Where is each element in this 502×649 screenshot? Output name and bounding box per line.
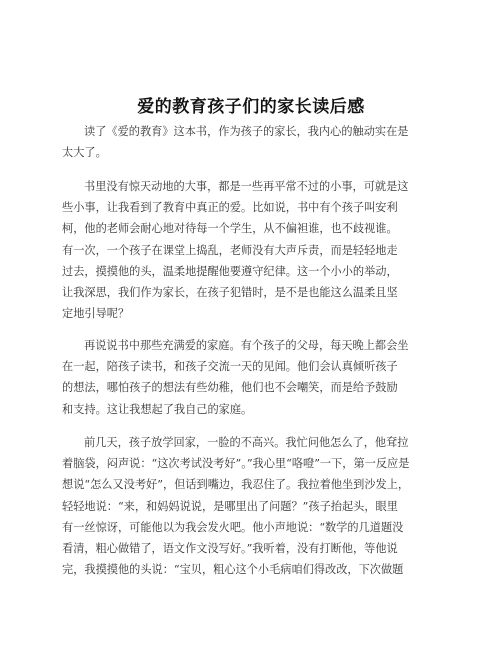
- text-line: 着脑袋，闷声说：“这次考试没考好”。”我心里“咯噔”一下，第一反应是: [62, 457, 410, 471]
- text-line: 柯，他的老师会耐心地对待每一个学生，从不偏袒谁，也不歧视谁。: [62, 222, 398, 236]
- text-line: 和支持。这让我想起了我自己的家庭。: [62, 402, 253, 416]
- text-line: 定地引导呢？: [62, 307, 130, 321]
- text-line: 有一丝惊讶，可能他以为我会发火吧。他小声地说：“数学的几道题没: [62, 520, 404, 534]
- text-line: 书里没有惊天动地的大事，都是一些再平常不过的小事，可就是这: [84, 180, 409, 193]
- text-line: 想说“怎么又没考好”，但话到嘴边，我忍住了。我拉着他坐到沙发上，: [62, 478, 410, 492]
- text-line: 有一次，一个孩子在课堂上捣乱，老师没有大声斥责，而是轻轻地走: [62, 243, 398, 257]
- text-line: 些小事，让我看到了教育中真正的爱。比如说，书中有个孩子叫安利: [62, 201, 398, 215]
- text-line: 再说说书中那些充满爱的家庭。有个孩子的父母，每天晚上都会坐: [84, 339, 409, 352]
- text-line: 轻轻地说：“来，和妈妈说说，是哪里出了问题？”孩子抬起头，眼里: [62, 499, 398, 513]
- text-line: 完，我摸摸他的头说：“宝贝，粗心这个小毛病咱们得改改，下次做题: [62, 563, 404, 577]
- text-line: 读了《爱的教育》这本书，作为孩子的家长，我内心的触动实在是: [84, 125, 409, 138]
- text-line: 前几天，孩子放学回家，一脸的不高兴。我忙问他怎么了，他耷拉: [84, 436, 409, 449]
- document-title: 爱的教育孩子们的家长读后感: [137, 97, 365, 117]
- paragraph-3: [62, 335, 442, 420]
- text-line: 的想法，哪怕孩子的想法有些幼稚，他们也不会嘲笑，而是给予鼓励: [62, 381, 398, 395]
- paragraph-1: [62, 121, 442, 163]
- text-line: 在一起，陪孩子读书，和孩子交流一天的见闻。他们会认真倾听孩子: [62, 360, 398, 374]
- text-line: 让我深思，我们作为家长，在孩子犯错时，是不是也能这么温柔且坚: [62, 286, 398, 300]
- text-line: 过去，摸摸他的头，温柔地提醒他要遵守纪律。这一个小小的举动，: [62, 264, 398, 278]
- paragraph-4: [62, 432, 442, 580]
- paragraph-2: [62, 176, 442, 324]
- text-line: 看清，粗心做错了，语文作文没写好。”我听着，没有打断他，等他说: [62, 542, 398, 556]
- text-line: 太大了。: [62, 146, 107, 160]
